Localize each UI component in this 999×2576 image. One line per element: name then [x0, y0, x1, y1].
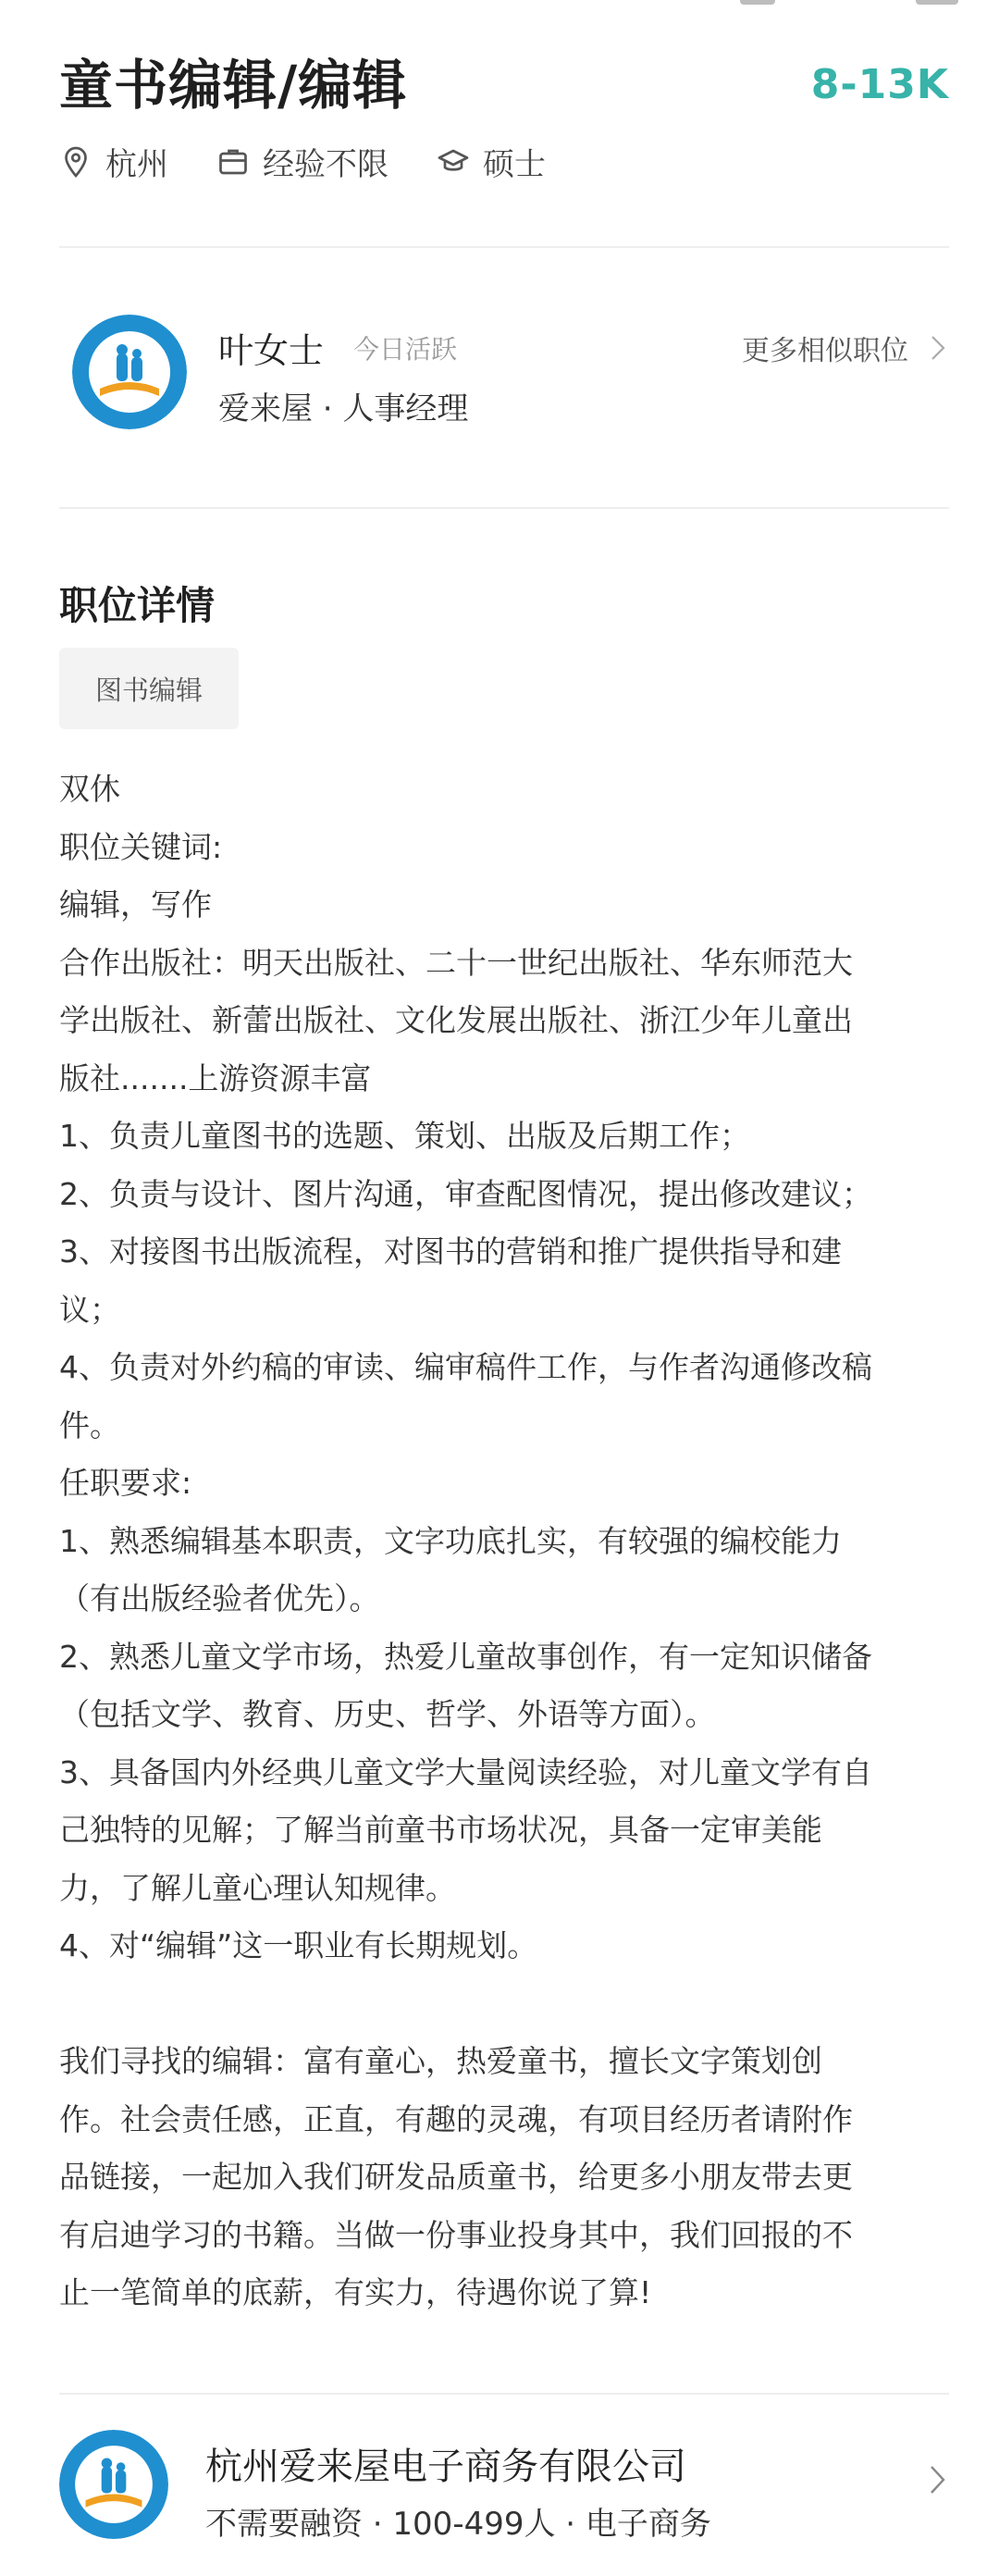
description-line: 版社.......上游资源丰富	[59, 1059, 372, 1096]
description-line	[59, 1975, 949, 2034]
company-logo[interactable]	[59, 2430, 168, 2539]
chevron-right-icon	[925, 333, 949, 363]
company-name: 杭州爱来屋电子商务有限公司	[205, 2446, 686, 2488]
graduation-cap-icon	[437, 145, 470, 179]
more-similar-jobs-link[interactable]	[742, 328, 949, 368]
recruiter-company-role: 爱来屋 · 人事经理	[218, 390, 469, 427]
description-line: 2、熟悉儿童文学市场，热爱儿童故事创作，有一定知识储备	[59, 1638, 872, 1675]
tag-location	[59, 139, 168, 184]
more-similar-label: 更多相似职位	[742, 335, 908, 367]
chevron-right-icon[interactable]	[925, 2461, 949, 2498]
description-line: 2、负责与设计、图片沟通，审查配图情况，提出修改建议；	[59, 1175, 872, 1212]
status-bar-fragment	[0, 0, 999, 7]
recruiter-card[interactable]	[59, 311, 949, 440]
description-line: 学出版社、新蕾出版社、文化发展出版社、浙江少年儿童出	[59, 1002, 853, 1038]
experience-text: 经验不限	[263, 146, 388, 183]
company-card[interactable]	[59, 2421, 949, 2559]
tag-experience	[216, 139, 388, 184]
skill-tag: 图书编辑	[59, 648, 239, 729]
recruiter-active-status: 今日活跃	[353, 334, 458, 365]
description-line: （包括文学、教育、历史、哲学、外语等方面）。	[59, 1696, 716, 1732]
education-text: 硕士	[483, 146, 546, 183]
description-line: 3、具备国内外经典儿童文学大量阅读经验，对儿童文学有自	[59, 1753, 872, 1790]
description-line: 止一笔简单的底薪，有实力，待遇你说了算!	[59, 2274, 652, 2310]
company-meta: 不需要融资 · 100-499人 · 电子商务	[205, 2506, 711, 2543]
tag-education	[437, 139, 546, 184]
description-line: 4、对“编辑”这一职业有长期规划。	[59, 1927, 538, 1963]
location-text: 杭州	[105, 146, 168, 183]
company-logo-icon	[72, 315, 187, 429]
description-line: 3、对接图书出版流程，对图书的营销和推广提供指导和建	[59, 1233, 842, 1269]
recruiter-avatar[interactable]	[72, 315, 187, 429]
description-line: 双休	[59, 771, 120, 807]
description-line: （有出版经验者优先）。	[59, 1580, 380, 1616]
job-header	[59, 48, 949, 184]
description-line: 职位关键词:	[59, 828, 223, 865]
description-line: 件。	[59, 1406, 120, 1443]
description-line: 编辑，写作	[59, 886, 212, 923]
salary: 8-13K	[810, 61, 949, 108]
description-line: 品链接，一起加入我们研发品质童书，给更多小朋友带去更	[59, 2159, 853, 2195]
divider	[59, 2393, 949, 2395]
description-line: 1、负责儿童图书的选题、策划、出版及后期工作；	[59, 1118, 750, 1154]
company-logo-icon	[59, 2430, 168, 2539]
location-pin-icon	[59, 145, 92, 179]
job-description	[59, 761, 949, 2322]
description-line: 我们寻找的编辑：富有童心，热爱童书，擅长文字策划创	[59, 2043, 822, 2079]
description-line: 议；	[59, 1291, 120, 1328]
description-line: 力，了解儿童心理认知规律。	[59, 1869, 456, 1906]
description-line: 合作出版社：明天出版社、二十一世纪出版社、华东师范大	[59, 944, 853, 981]
divider	[59, 507, 949, 509]
divider	[59, 246, 949, 248]
description-line: 己独特的见解；了解当前童书市场状况，具备一定审美能	[59, 1812, 822, 1848]
recruiter-name: 叶女士	[218, 330, 325, 371]
description-line: 4、负责对外约稿的审读、编审稿件工作，与作者沟通修改稿	[59, 1349, 872, 1385]
job-title: 童书编辑/编辑	[59, 54, 408, 117]
description-line: 1、熟悉编辑基本职责，文字功底扎实，有较强的编校能力	[59, 1522, 842, 1559]
description-line: 作。社会责任感，正直，有趣的灵魂，有项目经历者请附作	[59, 2100, 853, 2137]
section-title-job-details: 职位详情	[59, 583, 216, 628]
job-tags	[59, 139, 949, 184]
description-line: 有启迪学习的书籍。当做一份事业投身其中，我们回报的不	[59, 2216, 853, 2253]
briefcase-icon	[216, 145, 250, 179]
description-line: 任职要求:	[59, 1465, 192, 1501]
